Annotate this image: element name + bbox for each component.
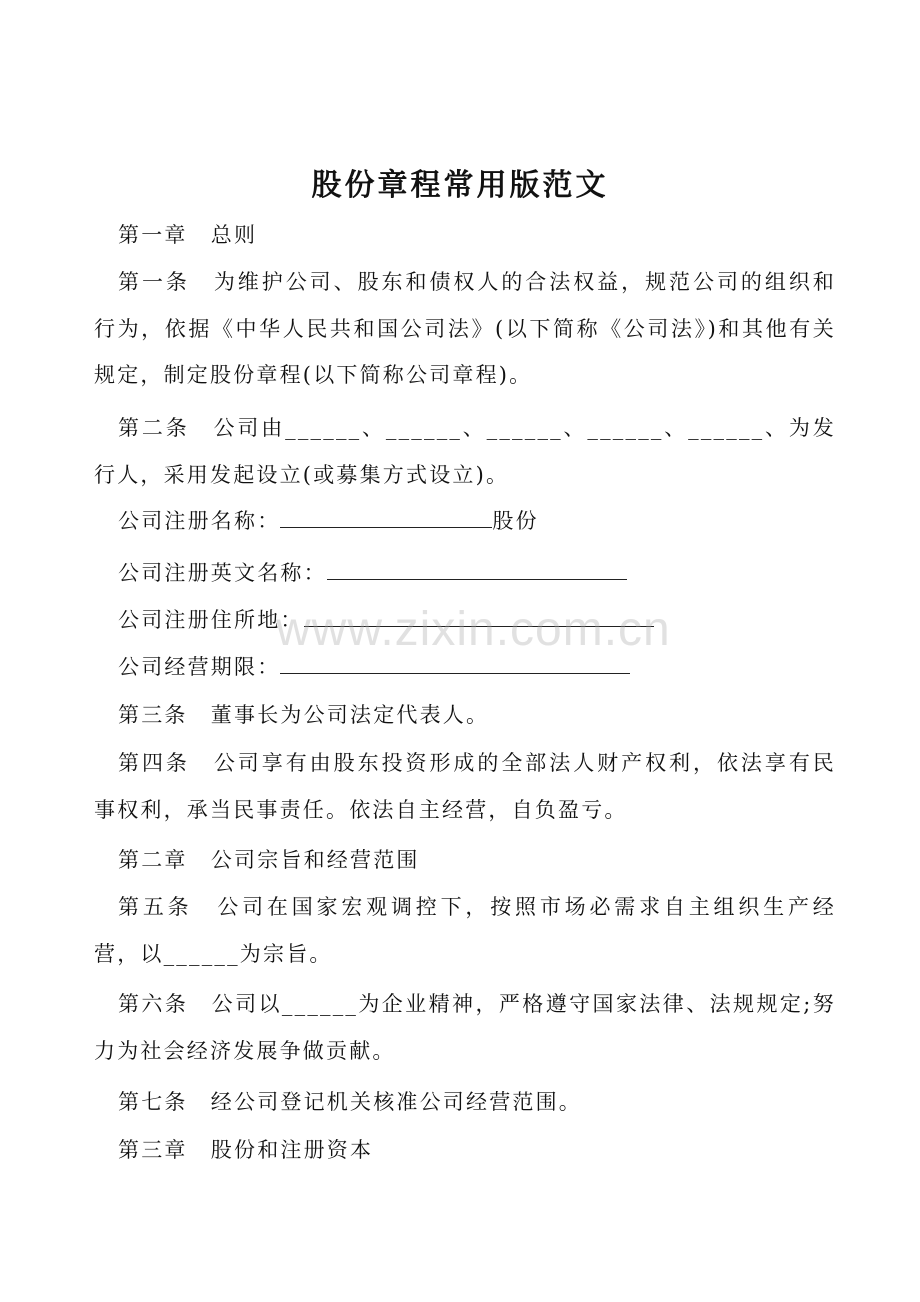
registered-name-line (94, 498, 836, 545)
registered-english-name-line (94, 550, 836, 597)
field-label: 公司注册名称： (118, 509, 281, 533)
article-paragraph: 第五条 公司在国家宏观调控下，按照市场必需求自主组织生产经营，以______为宗旨。 (94, 895, 836, 966)
fill-blank (304, 608, 654, 627)
article-paragraph: 第一条 为维护公司、股东和债权人的合法权益，规范公司的组织和行为，依据《中华人民共和国公司法》(以下简称《公司法》)和其他有关规定，制定股份章程(以下简称公司章程)。 (94, 270, 836, 387)
chapter-heading: 第二章 公司宗旨和经营范围 (118, 848, 420, 872)
document-title: 股份章程常用版范文 (311, 168, 609, 203)
fill-blank (280, 509, 492, 528)
field-label: 公司经营期限： (118, 655, 281, 679)
article-paragraph: 第六条 公司以______为企业精神，严格遵守国家法律、法规规定;努力为社会经济发展争做贡献。 (94, 992, 836, 1063)
article-paragraph: 第二条 公司由______、______、______、______、______、为发行人，采用发起设立(或募集方式设立)。 (94, 416, 836, 487)
fill-blank (280, 655, 630, 674)
article-paragraph: 第七条 经公司登记机关核准公司经营范围。 (118, 1090, 582, 1114)
field-suffix: 股份 (492, 509, 539, 533)
field-label: 公司注册英文名称： (118, 561, 327, 585)
chapter-heading: 第一章 总则 (118, 223, 258, 247)
operating-term-line (94, 644, 836, 691)
chapter-heading: 第三章 股份和注册资本 (118, 1138, 374, 1162)
field-label: 公司注册住所地： (118, 608, 304, 632)
fill-blank (327, 561, 627, 580)
article-paragraph: 第三条 董事长为公司法定代表人。 (118, 703, 490, 727)
watermark: www.zixin.com.cn (276, 603, 671, 656)
article-paragraph: 第四条 公司享有由股东投资形成的全部法人财产权利，依法享有民事权利，承当民事责任。依法自主经营，自负盈亏。 (94, 751, 836, 822)
registered-address-line (94, 597, 836, 644)
